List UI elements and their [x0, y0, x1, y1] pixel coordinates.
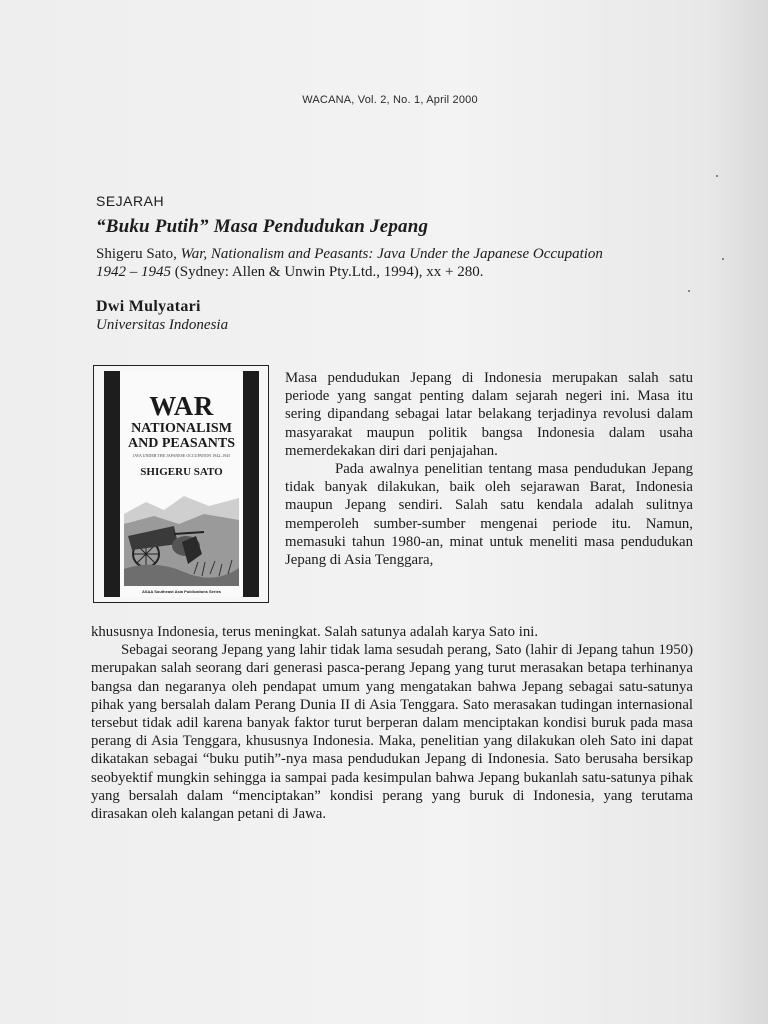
reviewer-affiliation: Universitas Indonesia — [96, 317, 229, 333]
paragraph-3: Sebagai seorang Jepang yang lahir tidak lama sesudah perang, Sato (lahir di Jepang tahun 1950) merupakan salah seorang dari generasi pasca-perang Jepang yang turut merasakan betapa terhinanya bangsa dan negaranya oleh pendapat umum yang mengatakan bahwa Jepang sebagai satu-satunya pihak yang bersalah dalam Perang Dunia II di Asia Tenggara. Sato merasakan tudingan internasional tersebut tidak adil karena banyak faktor turut berperan dalam menciptakan kondisi buruk pada masa perang di Asia Tenggara, khususnya Indonesia. Maka, penelitian yang dilakukan oleh Sato ini dapat dikatakan sebagai “buku putih”-nya masa pendudukan Jepang di Indonesia. Sato berusaha bersikap seobyektif mungkin sehingga ia sampai pada kesimpulan bahwa Jepang bukanlah satu-satunya pihak yang bersalah dalam “menciptakan” kondisi perang yang buruk di Indonesia, yang terutama dirasakan oleh kalangan petani di Jawa. — [91, 642, 693, 823]
article-title: “Buku Putih” Masa Pendudukan Jepang — [96, 216, 429, 237]
citation-book-years: 1942 – 1945 — [96, 264, 171, 280]
book-citation — [96, 245, 702, 281]
body-column-right — [285, 369, 693, 569]
cover-author: SHIGERU SATO — [140, 466, 223, 478]
body-full-width — [91, 623, 693, 823]
book-cover — [104, 371, 259, 597]
cover-spine-right — [243, 371, 259, 597]
citation-publication: (Sydney: Allen & Unwin Pty.Ltd., 1994), xx + 280. — [174, 264, 484, 280]
book-cover-frame — [93, 365, 269, 603]
paragraph-2-start: Pada awalnya penelitian tentang masa pendudukan Jepang tidak banyak dilakukan, baik oleh sejarawan Barat, Indonesia maupun Jepang sendiri. Salah satu kendala adalah sulitnya memperoleh sumber-sumber mengenai periode itu. Namun, memasuki tahun 1980-an, minat untuk meneliti masa pendudukan Jepang di Asia Tenggara, — [285, 461, 693, 569]
cover-subtitle: JAVA UNDER THE JAPANESE OCCUPATION 1942–1945 — [132, 453, 231, 458]
citation-book-title: War, Nationalism and Peasants: Java Under the Japanese Occupation — [180, 246, 603, 262]
reviewer-name: Dwi Mulyatari — [96, 298, 201, 315]
citation-author: Shigeru Sato, — [96, 246, 177, 262]
cover-spine-left — [104, 371, 120, 597]
scan-speck — [722, 258, 724, 260]
section-label: SEJARAH — [96, 193, 165, 209]
paragraph-2-end: khususnya Indonesia, terus meningkat. Salah satunya adalah karya Sato ini. — [91, 624, 539, 640]
cover-title-nationalism: NATIONALISM — [131, 421, 232, 436]
cover-series: ASAA Southeast Asia Publications Series — [141, 589, 222, 594]
scan-speck — [688, 290, 690, 292]
scan-speck — [716, 175, 718, 177]
paragraph-1: Masa pendudukan Jepang di Indonesia merupakan salah satu periode yang sangat penting dalam sejarah negeri ini. Masa itu sering dipandang sebagai latar belakang terjadinya revolusi dalam masyarakat maupun politik bangsa Indonesia dalam usaha memerdekakan diri dari penjajahan. — [285, 370, 693, 459]
cover-title-war: WAR — [149, 391, 214, 421]
cover-title-peasants: AND PEASANTS — [128, 436, 235, 451]
journal-header: WACANA, Vol. 2, No. 1, April 2000 — [302, 94, 478, 106]
cover-illustration — [124, 484, 239, 586]
